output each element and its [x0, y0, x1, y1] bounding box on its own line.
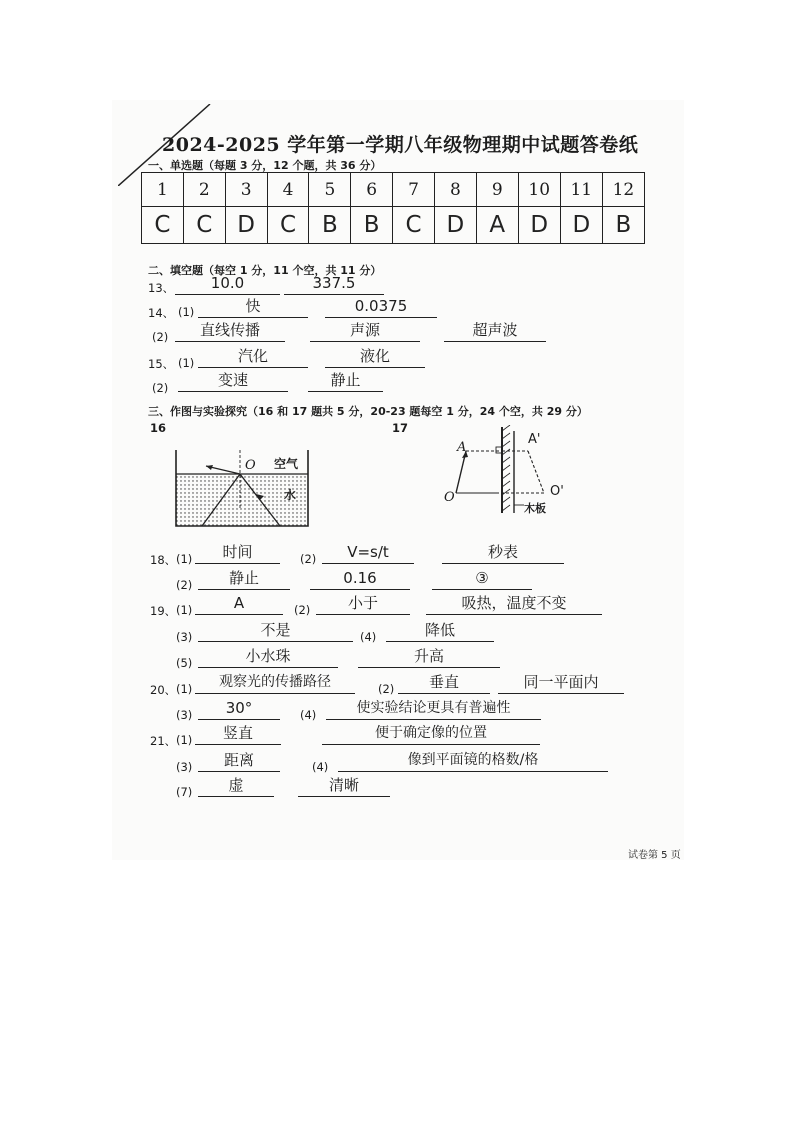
q17-label-o-image: O' — [550, 484, 564, 499]
answer-cell: C — [183, 207, 225, 244]
answer-cell: C — [142, 207, 184, 244]
q20-answer-1: 观察光的传播路径 — [195, 674, 355, 694]
q21-part7: (7) — [176, 785, 193, 799]
q13-answer-2: 337.5 — [284, 275, 384, 295]
q19-number: 19、 — [150, 604, 177, 618]
answer-row — [142, 207, 645, 244]
q19-answer-5: 降低 — [386, 622, 494, 642]
q19-part3: (3) — [176, 630, 193, 644]
q14-answer-3: 直线传播 — [175, 322, 285, 342]
q20-number: 20、 — [150, 683, 177, 697]
answer-cell: B — [602, 207, 644, 244]
q15-answer-1: 汽化 — [198, 348, 308, 368]
q14-answer-2: 0.0375 — [325, 298, 437, 318]
section3-heading: 三、作图与实验探究（16 和 17 题共 5 分，20-23 题每空 1 分，24 个空，共 29 分） — [148, 405, 588, 418]
q14-number: 14、 — [148, 306, 175, 320]
q20-part2: (2) — [378, 682, 395, 696]
question-number-cell: 1 — [142, 173, 184, 207]
q21-part1: (1) — [176, 733, 193, 747]
q13-number: 13、 — [148, 281, 175, 295]
answer-cell: D — [225, 207, 267, 244]
q15-part2: (2) — [152, 381, 169, 395]
q18-answer-5: 0.16 — [310, 570, 410, 590]
q14-part1: (1) — [178, 305, 195, 319]
answer-cell: C — [267, 207, 309, 244]
q21-answer-3: 距离 — [198, 752, 280, 772]
q19-part2: (2) — [294, 603, 311, 617]
question-number-cell: 12 — [602, 173, 644, 207]
answer-cell: D — [518, 207, 560, 244]
q19-answer-2: 小于 — [316, 595, 410, 615]
q18-answer-1: 时间 — [195, 544, 280, 564]
q17-label-o: O — [444, 490, 455, 505]
q20-answer-2: 垂直 — [398, 674, 490, 694]
question-number-cell: 5 — [309, 173, 351, 207]
q21-answer-4: 像到平面镜的格数/格 — [338, 752, 608, 772]
q18-part3: (2) — [176, 578, 193, 592]
q19-part1: (1) — [176, 603, 193, 617]
q19-answer-6: 小水珠 — [198, 648, 338, 668]
q20-answer-3: 同一平面内 — [498, 674, 624, 694]
q18-answer-6: ③ — [432, 570, 532, 590]
q21-answer-6: 清晰 — [298, 777, 390, 797]
q19-answer-7: 升高 — [358, 648, 500, 668]
question-number-cell: 11 — [560, 173, 602, 207]
q18-answer-2: V=s/t — [322, 544, 414, 564]
q21-answer-1: 竖直 — [195, 725, 281, 745]
question-number-cell: 7 — [393, 173, 435, 207]
section1-heading: 一、单选题（每题 3 分，12 个题，共 36 分） — [148, 159, 382, 172]
q16-label-o: O — [245, 458, 256, 473]
q21-part4: (4) — [312, 760, 329, 774]
section2-heading: 二、填空题（每空 1 分，11 个空，共 11 分） — [148, 264, 382, 277]
q15-part1: (1) — [178, 356, 195, 370]
answer-cell: D — [434, 207, 476, 244]
q14-answer-5: 超声波 — [444, 322, 546, 342]
q14-answer-1: 快 — [198, 298, 308, 318]
q18-answer-3: 秒表 — [442, 544, 564, 564]
q21-number: 21、 — [150, 734, 177, 748]
q21-answer-2: 便于确定像的位置 — [322, 725, 540, 745]
q21-answer-5: 虚 — [198, 777, 274, 797]
answer-cell: A — [476, 207, 518, 244]
q19-answer-1: A — [195, 595, 283, 615]
q15-answer-4: 静止 — [308, 372, 383, 392]
answer-cell: C — [393, 207, 435, 244]
q18-part2: (2) — [300, 552, 317, 566]
q19-answer-4: 不是 — [198, 622, 353, 642]
q16-number: 16 — [150, 421, 167, 435]
q18-answer-4: 静止 — [198, 570, 290, 590]
q20-part3: (3) — [176, 708, 193, 722]
q17-label-board: 木板 — [524, 502, 546, 515]
question-number-cell: 10 — [518, 173, 560, 207]
q19-part5: (5) — [176, 656, 193, 670]
q20-answer-4: 30° — [198, 700, 280, 720]
page-title: 2024-2025 学年第一学期八年级物理期中试题答卷纸 — [162, 134, 639, 156]
question-number-row — [142, 173, 645, 207]
q18-part1: (1) — [176, 552, 193, 566]
q18-number: 18、 — [150, 553, 177, 567]
q15-answer-2: 液化 — [325, 348, 425, 368]
question-number-cell: 3 — [225, 173, 267, 207]
page-footer: 试卷第 5 页 — [628, 850, 681, 861]
q20-part1: (1) — [176, 682, 193, 696]
q15-answer-3: 变速 — [178, 372, 288, 392]
q17-label-a-image: A' — [528, 432, 541, 447]
question-number-cell: 8 — [434, 173, 476, 207]
question-number-cell: 2 — [183, 173, 225, 207]
q16-label-air: 空气 — [274, 457, 299, 471]
question-number-cell: 6 — [351, 173, 393, 207]
q21-part3: (3) — [176, 760, 193, 774]
q15-number: 15、 — [148, 357, 175, 371]
q13-answer-1: 10.0 — [175, 275, 280, 295]
question-number-cell: 4 — [267, 173, 309, 207]
q16-label-water: 水 — [284, 488, 297, 502]
q20-part4: (4) — [300, 708, 317, 722]
q17-number: 17 — [392, 421, 409, 435]
multiple-choice-table — [141, 172, 645, 244]
answer-cell: D — [560, 207, 602, 244]
q20-answer-5: 使实验结论更具有普遍性 — [326, 700, 541, 720]
answer-cell: B — [309, 207, 351, 244]
q19-part4: (4) — [360, 630, 377, 644]
q19-answer-3: 吸热，温度不变 — [426, 595, 602, 615]
q14-part2: (2) — [152, 330, 169, 344]
q14-answer-4: 声源 — [310, 322, 420, 342]
question-number-cell: 9 — [476, 173, 518, 207]
answer-cell: B — [351, 207, 393, 244]
q17-label-a: A — [457, 440, 467, 455]
